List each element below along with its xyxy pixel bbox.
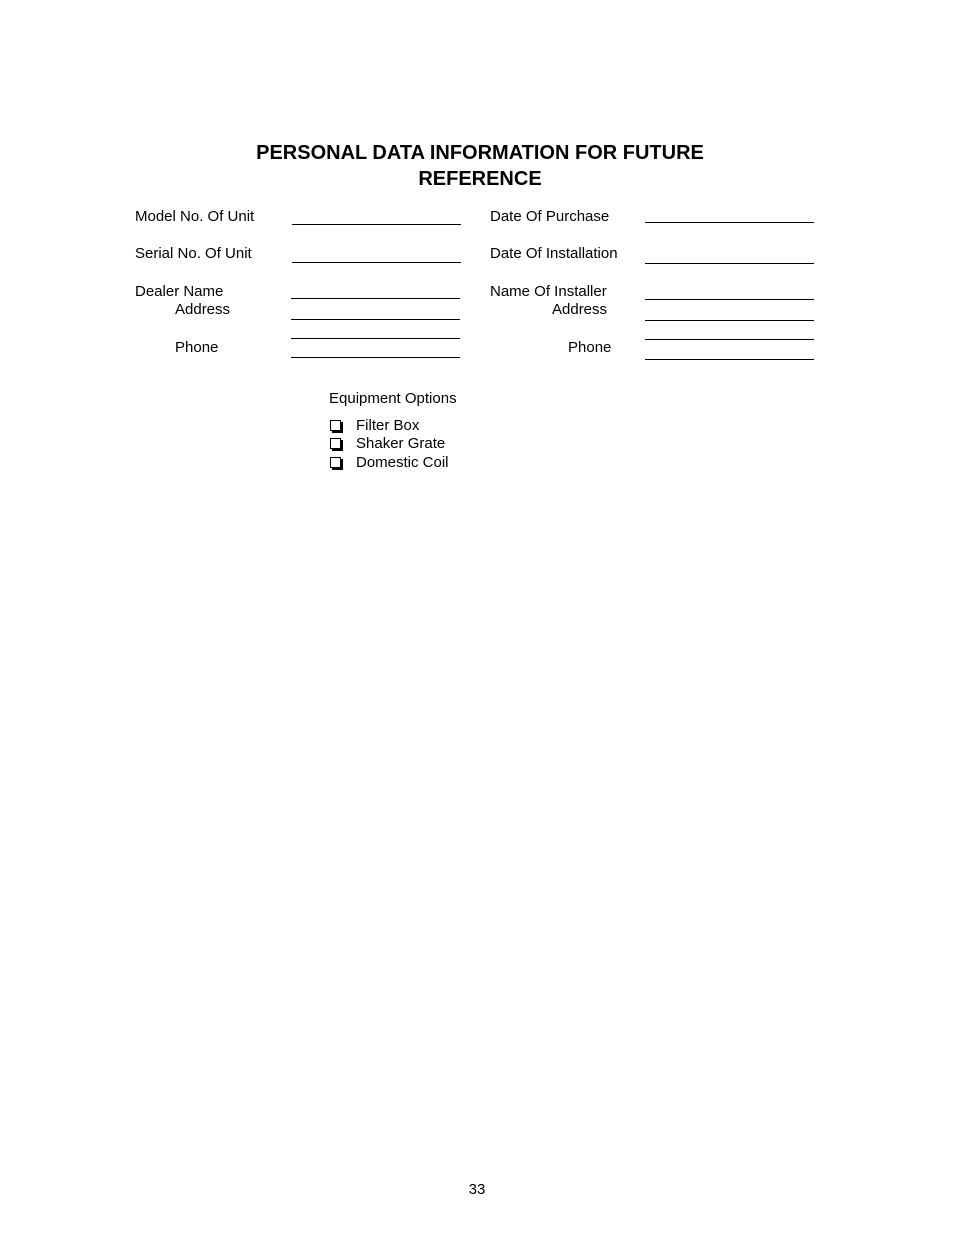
installer-name-label: Name Of Installer (490, 283, 607, 300)
page-title-line-2: REFERENCE (418, 168, 542, 190)
option-label: Filter Box (356, 417, 420, 434)
serial-number-field[interactable] (292, 262, 461, 263)
installer-address-label: Address (552, 301, 608, 318)
checkbox-icon[interactable] (330, 420, 341, 431)
date-of-installation-label: Date Of Installation (490, 245, 618, 262)
installer-phone-field[interactable] (645, 359, 814, 360)
equipment-options-heading: Equipment Options (329, 390, 457, 407)
date-of-purchase-field[interactable] (645, 222, 814, 223)
model-number-label: Model No. Of Unit (135, 208, 255, 225)
serial-number-label: Serial No. Of Unit (135, 245, 252, 262)
checkbox-icon[interactable] (330, 457, 341, 468)
installer-phone-label: Phone (568, 339, 612, 356)
page-title-line-1: PERSONAL DATA INFORMATION FOR FUTURE (256, 142, 704, 164)
dealer-address-label: Address (175, 301, 231, 318)
dealer-name-label: Dealer Name (135, 283, 224, 300)
option-label: Shaker Grate (356, 435, 446, 452)
dealer-address-field-1[interactable] (291, 319, 460, 320)
installer-address-field-1[interactable] (645, 320, 814, 321)
dealer-address-field-2[interactable] (291, 338, 460, 339)
checkbox-icon[interactable] (330, 438, 341, 449)
installer-address-field-2[interactable] (645, 339, 814, 340)
dealer-phone-label: Phone (175, 339, 219, 356)
installer-name-field[interactable] (645, 299, 814, 300)
page-number: 33 (468, 1181, 486, 1198)
date-of-purchase-label: Date Of Purchase (490, 208, 610, 225)
page-title (0, 140, 954, 192)
option-label: Domestic Coil (356, 454, 449, 471)
date-of-installation-field[interactable] (645, 263, 814, 264)
model-number-field[interactable] (292, 224, 461, 225)
dealer-name-field[interactable] (291, 298, 460, 299)
dealer-phone-field[interactable] (291, 357, 460, 358)
